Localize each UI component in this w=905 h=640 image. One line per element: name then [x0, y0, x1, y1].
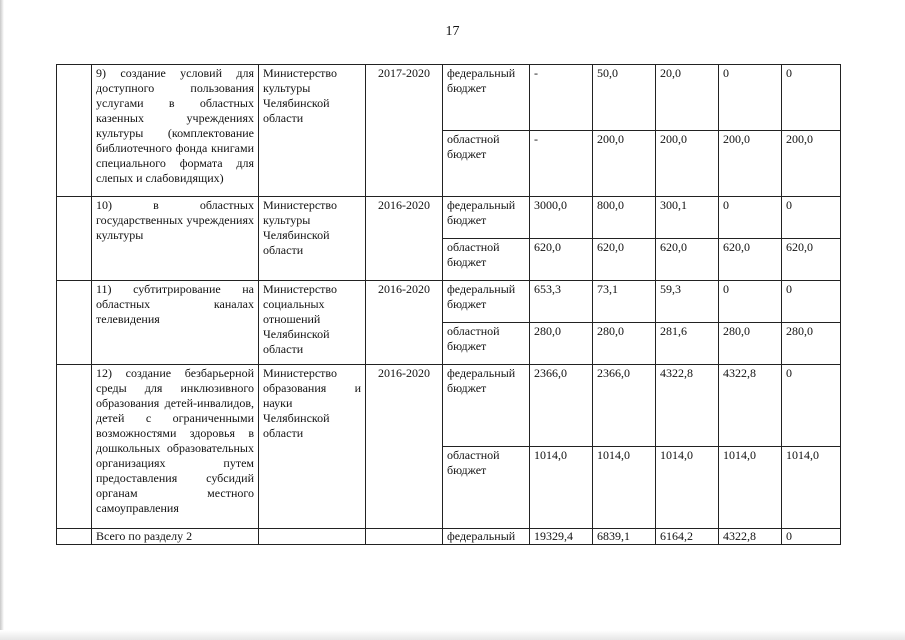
funding-source-cell: федеральный бюджет	[443, 281, 530, 323]
value-cell: -	[530, 65, 593, 131]
value-cell: 1014,0	[530, 447, 593, 529]
value-cell: 1014,0	[719, 447, 782, 529]
value-cell: 50,0	[593, 65, 656, 131]
value-cell: -	[530, 131, 593, 197]
value-cell: 280,0	[593, 323, 656, 365]
total-label: Всего по разделу 2	[92, 529, 259, 545]
value-cell: 59,3	[656, 281, 719, 323]
value-cell: 2366,0	[593, 365, 656, 447]
index-cell	[57, 197, 92, 281]
funding-source-cell: областной бюджет	[443, 447, 530, 529]
activity-cell: 11) субтитрирование на областных каналах телевидения	[92, 281, 259, 365]
scan-edge-shadow	[0, 0, 4, 640]
index-cell	[57, 65, 92, 197]
table-row	[57, 281, 841, 323]
value-cell: 800,0	[593, 197, 656, 239]
value-cell: 0	[782, 65, 841, 131]
activity-cell: 9) создание условий для доступного пользования услугами в областных казенных учреждениях культуры (комплектование библиотечного фонда книгами специального формата для слепых и слабовидящих)	[92, 65, 259, 197]
value-cell: 281,6	[656, 323, 719, 365]
period-cell: 2017-2020	[366, 65, 443, 197]
value-cell: 6839,1	[593, 529, 656, 545]
value-cell: 620,0	[656, 239, 719, 281]
value-cell: 200,0	[719, 131, 782, 197]
value-cell: 653,3	[530, 281, 593, 323]
funding-source-cell: областной бюджет	[443, 239, 530, 281]
period-cell	[366, 529, 443, 545]
total-row	[57, 529, 841, 545]
executor-cell: Министерство образования и науки Челябинской области	[259, 365, 366, 529]
scan-bottom-shadow	[0, 630, 905, 640]
funding-source-cell: федеральный бюджет	[443, 65, 530, 131]
table-row	[57, 65, 841, 131]
value-cell: 19329,4	[530, 529, 593, 545]
value-cell: 0	[719, 65, 782, 131]
value-cell: 0	[782, 365, 841, 447]
period-cell: 2016-2020	[366, 197, 443, 281]
value-cell: 3000,0	[530, 197, 593, 239]
value-cell: 20,0	[656, 65, 719, 131]
executor-cell: Министерство социальных отношений Челябинской области	[259, 281, 366, 365]
value-cell: 4322,8	[719, 529, 782, 545]
period-cell: 2016-2020	[366, 365, 443, 529]
value-cell: 0	[719, 281, 782, 323]
value-cell: 200,0	[656, 131, 719, 197]
value-cell: 0	[719, 197, 782, 239]
index-cell	[57, 281, 92, 365]
funding-source-cell: областной бюджет	[443, 323, 530, 365]
value-cell: 620,0	[782, 239, 841, 281]
index-cell	[57, 529, 92, 545]
value-cell: 620,0	[593, 239, 656, 281]
funding-source-cell: федеральный	[443, 529, 530, 545]
funding-source-cell: областной бюджет	[443, 131, 530, 197]
value-cell: 4322,8	[656, 365, 719, 447]
value-cell: 4322,8	[719, 365, 782, 447]
value-cell: 280,0	[719, 323, 782, 365]
executor-cell: Министерство культуры Челябинской области	[259, 65, 366, 197]
value-cell: 200,0	[593, 131, 656, 197]
value-cell: 6164,2	[656, 529, 719, 545]
value-cell: 620,0	[719, 239, 782, 281]
value-cell: 1014,0	[593, 447, 656, 529]
executor-cell: Министерство культуры Челябинской области	[259, 197, 366, 281]
value-cell: 280,0	[782, 323, 841, 365]
funding-source-cell: федеральный бюджет	[443, 197, 530, 239]
activity-cell: 12) создание безбарьерной среды для инклюзивного образования детей-инвалидов, детей с ограниченными возможностями здоровья в дошкольных образовательных организациях путем предоставления субсидий органам местного самоуправления	[92, 365, 259, 529]
table-row	[57, 197, 841, 239]
value-cell: 200,0	[782, 131, 841, 197]
executor-cell	[259, 529, 366, 545]
page-number: 17	[445, 24, 460, 39]
value-cell: 280,0	[530, 323, 593, 365]
value-cell: 300,1	[656, 197, 719, 239]
index-cell	[57, 365, 92, 529]
value-cell: 2366,0	[530, 365, 593, 447]
period-cell: 2016-2020	[366, 281, 443, 365]
value-cell: 620,0	[530, 239, 593, 281]
value-cell: 0	[782, 281, 841, 323]
value-cell: 1014,0	[782, 447, 841, 529]
table-row	[57, 365, 841, 447]
value-cell: 1014,0	[656, 447, 719, 529]
value-cell: 0	[782, 529, 841, 545]
funding-source-cell: федеральный бюджет	[443, 365, 530, 447]
budget-table	[56, 64, 841, 545]
value-cell: 0	[782, 197, 841, 239]
value-cell: 73,1	[593, 281, 656, 323]
activity-cell: 10) в областных государственных учреждениях культуры	[92, 197, 259, 281]
